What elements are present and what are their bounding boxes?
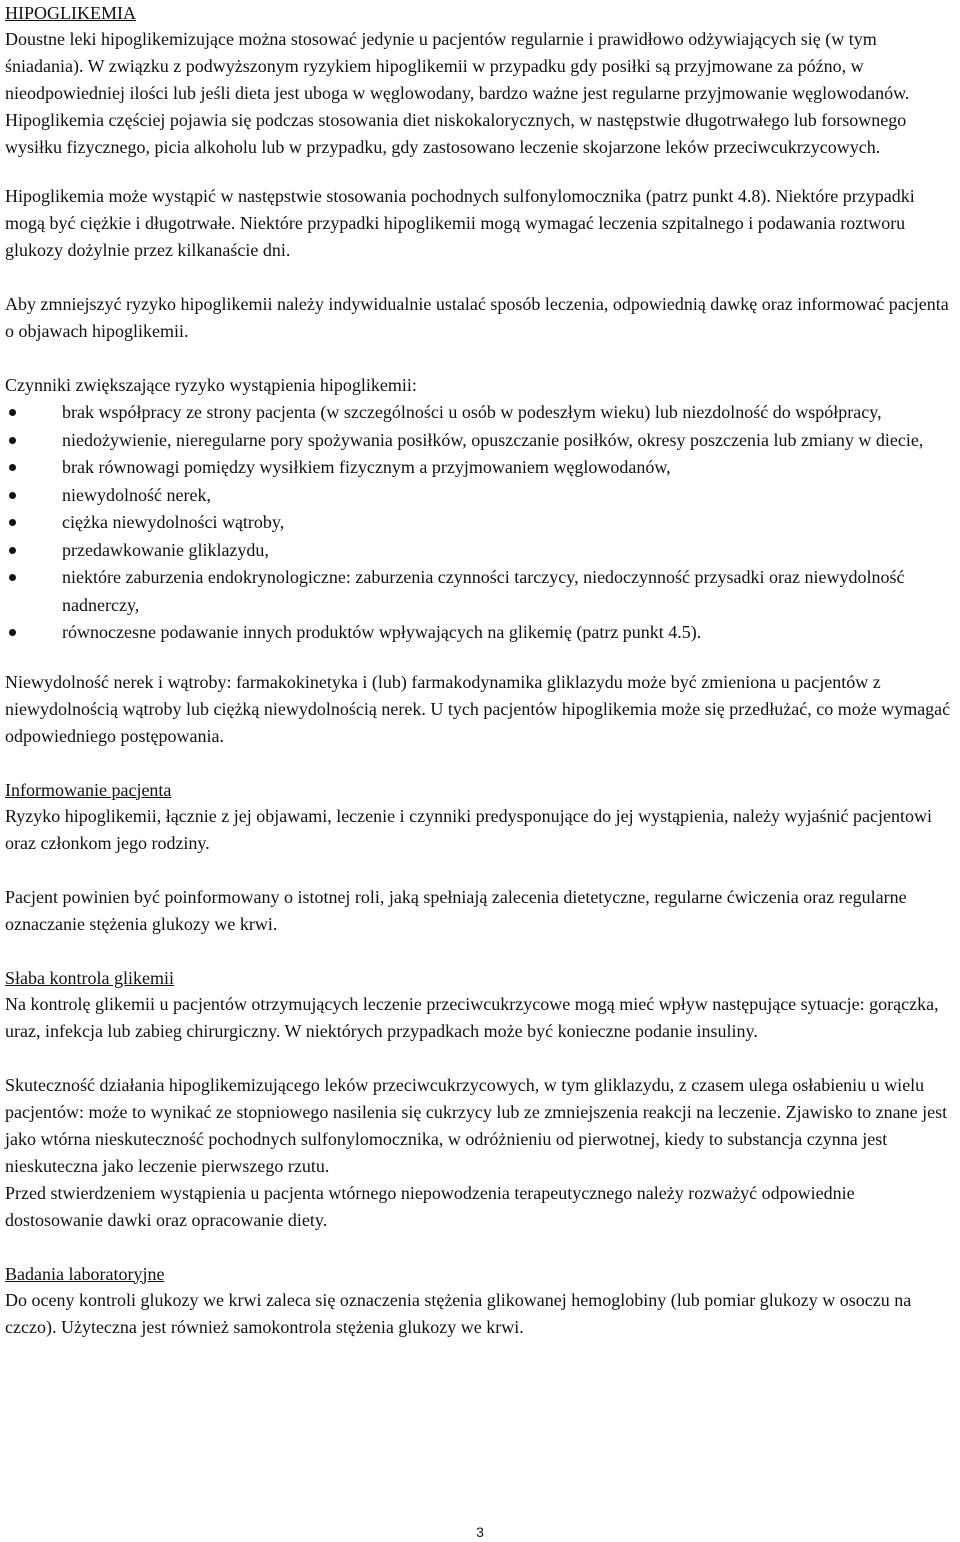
section-badania — [5, 1261, 957, 1341]
list-item — [5, 564, 957, 619]
list-item — [5, 482, 957, 510]
list-item — [5, 399, 957, 427]
list-item-text: niektóre zaburzenia endokrynologiczne: zaburzenia czynności tarczycy, niedoczynność przysadki oraz niewydolność nadnerczy, — [62, 567, 905, 615]
list-item-text: ciężka niewydolności wątroby, — [62, 512, 285, 532]
paragraph-slaba-1: Na kontrolę glikemii u pacjentów otrzymujących leczenie przeciwcukrzycowe mogą mieć wpływ następujące sytuacje: gorączka, uraz, infekcja lub zabieg chirurgiczny. W niektórych przypadkach może być konieczne podanie insuliny. — [5, 993, 939, 1041]
section-heading-informowanie: Informowanie pacjenta — [5, 779, 172, 800]
paragraph-informowanie-1: Ryzyko hipoglikemii, łącznie z jej objawami, leczenie i czynniki predysponujące do jej wystąpienia, należy wyjaśnić pacjentowi oraz członkom jego rodziny. — [5, 805, 932, 853]
paragraph-informowanie-2: Pacjent powinien być poinformowany o istotnej roli, jaką spełniają zalecenia dietetyczne, regularne ćwiczenia oraz regularne oznaczanie stężenia glukozy we krwi. — [5, 886, 907, 934]
page-number: 3 — [476, 1524, 484, 1540]
bullet-icon — [9, 464, 16, 471]
bullet-icon — [9, 629, 16, 636]
list-item-text: niewydolność nerek, — [62, 484, 211, 505]
document-page — [5, 0, 957, 1341]
list-item-text: przedawkowanie gliklazydu, — [62, 539, 269, 560]
list-item-text: równoczesne podawanie innych produktów wpływających na glikemię (patrz punkt 4.5). — [62, 622, 702, 642]
paragraph-hipoglikemia-sulfonylurea: Hipoglikemia może wystąpić w następstwie stosowania pochodnych sulfonylomocznika (patrz punkt 4.8). Niektóre przypadki mogą być ciężkie i długotrwałe. Niektóre przypadki hipoglikemii mogą wymagać leczenia szpitalnego i podawania roztworu glukozy dożylnie przez kilkanaście dni. — [5, 186, 915, 260]
risk-factors-list — [5, 399, 957, 647]
section-slaba-kontrola — [5, 965, 957, 1234]
list-item-text: brak równowagi pomiędzy wysiłkiem fizycznym a przyjmowaniem węglowodanów, — [62, 457, 671, 477]
risk-factors-intro: Czynniki zwiększające ryzyko wystąpienia hipoglikemii: — [5, 375, 417, 395]
list-item-text: niedożywienie, nieregularne pory spożywania posiłków, opuszczanie posiłków, okresy poszczenia lub zmiany w diecie, — [62, 429, 924, 450]
list-item — [5, 509, 957, 537]
section-informowanie — [5, 777, 957, 938]
bullet-icon — [9, 574, 16, 581]
list-item — [5, 427, 957, 455]
bullet-icon — [9, 437, 16, 444]
paragraph-hipoglikemia-intro: Doustne leki hipoglikemizujące można stosować jedynie u pacjentów regularnie i prawidłowo odżywiających się (w tym śniadania). W związku z podwyższonym ryzykiem hipoglikemii w przypadku gdy posiłki są przyjmowane za późno, w nieodpowiedniej ilości lub jeśli dieta jest uboga w węglowodany, bardzo ważne jest regularne przyjmowanie węglowodanów. Hipoglikemia częściej pojawia się podczas stosowania diet niskokalorycznych, w następstwie długotrwałego lub forsownego wysiłku fizycznego, picia alkoholu lub w przypadku, gdy zastosowano leczenie skojarzone leków przeciwcukrzycowych. — [5, 29, 910, 157]
paragraph-slaba-2: Skuteczność działania hipoglikemizującego leków przeciwcukrzycowych, w tym gliklazydu, z czasem ulega osłabieniu u wielu pacjentów: może to wynikać ze stopniowego nasilenia się cukrzycy lub ze zmniejszenia reakcji na leczenie. Zjawisko to znane jest jako wtórna nieskuteczność pochodnych sulfonylomocznika, w odróżnieniu od pierwotnej, kiedy to substancja czynna jest nieskuteczna jako leczenie pierwszego rzutu. — [5, 1074, 948, 1176]
paragraph-slaba-3: Przed stwierdzeniem wystąpienia u pacjenta wtórnego niepowodzenia terapeutycznego należy rozważyć odpowiednie dostosowanie dawki oraz opracowanie diety. — [5, 1182, 855, 1230]
section-heading-badania: Badania laboratoryjne — [5, 1263, 165, 1284]
bullet-icon — [9, 409, 16, 416]
bullet-icon — [9, 547, 16, 554]
section-heading-slaba-kontrola: Słaba kontrola glikemii — [5, 967, 174, 988]
section-heading-hipoglikemia: HIPOGLIKEMIA — [5, 3, 136, 23]
paragraph-badania-1: Do oceny kontroli glukozy we krwi zaleca się oznaczenia stężenia glikowanej hemoglobiny (lub pomiar glukozy w osoczu na czczo). Użyteczna jest również samokontrola stężenia glukozy we krwi. — [5, 1289, 912, 1337]
list-item-text: brak współpracy ze strony pacjenta (w szczególności u osób w podeszłym wieku) lub niezdolność do współpracy, — [62, 402, 882, 422]
list-item — [5, 619, 957, 647]
paragraph-hipoglikemia-risk-reduction: Aby zmniejszyć ryzyko hipoglikemii należy indywidualnie ustalać sposób leczenia, odpowiednią dawkę oraz informować pacjenta o objawach hipoglikemii. — [5, 294, 949, 341]
list-item — [5, 454, 957, 482]
paragraph-renal-hepatic: Niewydolność nerek i wątroby: farmakokinetyka i (lub) farmakodynamika gliklazydu może być zmieniona u pacjentów z niewydolnością wątroby lub ciężką niewydolnością nerek. U tych pacjentów hipoglikemia może się przedłużać, co może wymagać odpowiedniego postępowania. — [5, 671, 951, 746]
list-item — [5, 537, 957, 565]
section-hipoglikemia — [5, 0, 957, 750]
bullet-icon — [9, 492, 16, 499]
bullet-icon — [9, 519, 16, 526]
